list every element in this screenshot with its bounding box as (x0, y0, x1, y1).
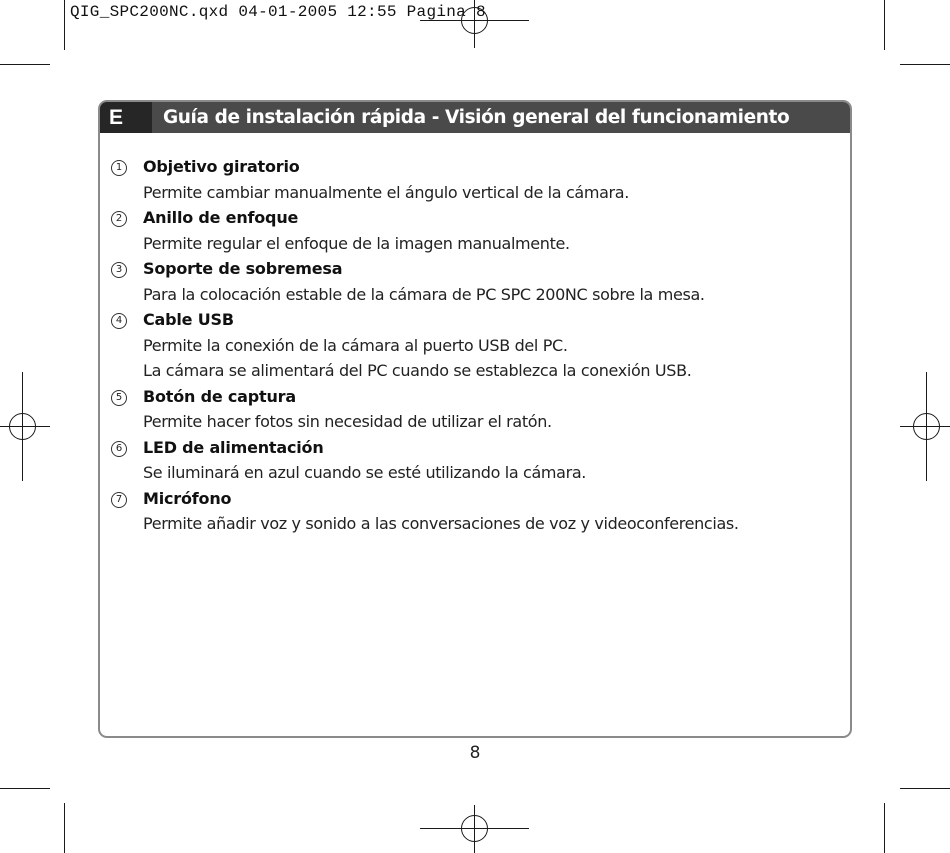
list-item (108, 256, 838, 307)
list-item (108, 486, 838, 537)
item-description: Permite cambiar manualmente el ángulo vertical de la cámara. (143, 182, 629, 202)
content-panel (98, 100, 852, 738)
list-item (108, 307, 838, 384)
item-title: Botón de captura (143, 386, 296, 406)
registration-mark-bottom (420, 805, 529, 853)
item-description: Permite la conexión de la cámara al puerto USB del PC. (143, 335, 568, 355)
item-number: 5 (111, 390, 127, 406)
file-slug: QIG_SPC200NC.qxd 04-01-2005 12:55 Pagina 8 (70, 3, 486, 21)
page-number: 8 (469, 743, 481, 763)
item-number: 2 (111, 211, 127, 227)
item-title: Objetivo giratorio (143, 157, 300, 176)
item-number: 1 (111, 160, 127, 176)
list-item (108, 154, 838, 205)
item-title: Cable USB (143, 310, 234, 329)
section-title: Guía de instalación rápida - Visión general del funcionamiento (163, 107, 790, 128)
list-item (108, 384, 838, 435)
item-description: Para la colocación estable de la cámara de PC SPC 200NC sobre la mesa. (143, 284, 705, 304)
item-description: Permite hacer fotos sin necesidad de utilizar el ratón. (143, 412, 552, 431)
item-title: Micrófono (143, 488, 232, 508)
section-header (100, 102, 850, 133)
item-title: Anillo de enfoque (143, 208, 299, 227)
item-description: La cámara se alimentará del PC cuando se establezca la conexión USB. (143, 361, 692, 380)
registration-mark-left (0, 372, 50, 481)
item-number: 6 (111, 441, 127, 457)
item-description: Permite regular el enfoque de la imagen manualmente. (143, 233, 570, 253)
item-number: 3 (111, 262, 127, 278)
registration-mark-right (900, 372, 950, 481)
registration-mark-top (420, 0, 529, 48)
item-title: LED de alimentación (143, 437, 324, 457)
item-description: Permite añadir voz y sonido a las conversaciones de voz y videoconferencias. (143, 514, 739, 533)
list-item (108, 205, 838, 256)
item-title: Soporte de sobremesa (143, 259, 343, 278)
item-description: Se iluminará en azul cuando se esté utilizando la cámara. (143, 463, 587, 482)
item-number: 4 (111, 313, 127, 329)
feature-list (108, 154, 838, 537)
item-number: 7 (111, 492, 127, 508)
language-tab: E (100, 102, 152, 133)
list-item (108, 435, 838, 486)
